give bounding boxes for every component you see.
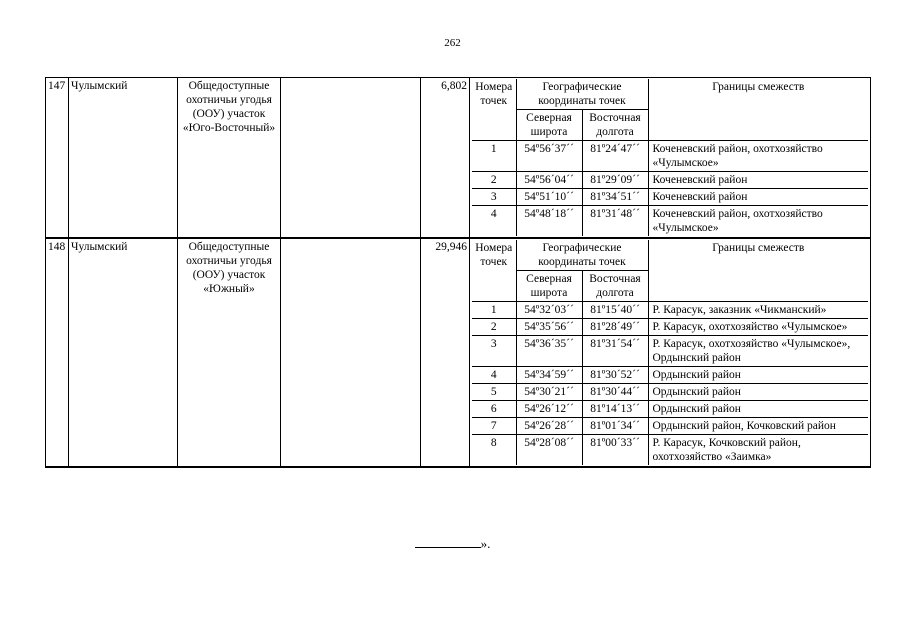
- longitude-value: 81º30´52´´: [582, 367, 648, 384]
- row-number: 148: [46, 238, 69, 467]
- border-description: Коченевский район, охотхозяйство «Чулымское»: [648, 206, 868, 237]
- point-row: [472, 336, 868, 367]
- point-number: 3: [472, 336, 516, 367]
- latitude-header: Северная широта: [516, 271, 582, 302]
- point-number: 2: [472, 172, 516, 189]
- latitude-value: 54º30´21´´: [516, 384, 582, 401]
- coordinates-table: [472, 240, 868, 465]
- latitude-value: 54º34´59´´: [516, 367, 582, 384]
- longitude-value: 81º30´44´´: [582, 384, 648, 401]
- latitude-value: 54º26´12´´: [516, 401, 582, 418]
- empty-cell: [281, 78, 421, 239]
- longitude-value: 81º14´13´´: [582, 401, 648, 418]
- borders-header: Границы смежеств: [648, 79, 868, 141]
- longitude-value: 81º31´54´´: [582, 336, 648, 367]
- coords-header: Географические координаты точек: [516, 79, 648, 110]
- latitude-value: 54º32´03´´: [516, 302, 582, 319]
- point-row: [472, 401, 868, 418]
- border-description: Ордынский район, Кочковский район: [648, 418, 868, 435]
- longitude-value: 81º31´48´´: [582, 206, 648, 237]
- coordinates-cell: [470, 238, 871, 467]
- area-value: 29,946: [421, 238, 470, 467]
- empty-cell: [281, 238, 421, 467]
- longitude-header: Восточная долгота: [582, 110, 648, 141]
- point-number: 1: [472, 302, 516, 319]
- longitude-value: 81º01´34´´: [582, 418, 648, 435]
- point-row: [472, 319, 868, 336]
- border-description: Р. Карасук, охотхозяйство «Чулымское»: [648, 319, 868, 336]
- borders-header: Границы смежеств: [648, 240, 868, 302]
- point-row: [472, 141, 868, 172]
- longitude-value: 81º24´47´´: [582, 141, 648, 172]
- longitude-value: 81º28´49´´: [582, 319, 648, 336]
- point-row: [472, 189, 868, 206]
- point-number: 3: [472, 189, 516, 206]
- border-description: Коченевский район: [648, 189, 868, 206]
- point-row: [472, 206, 868, 237]
- latitude-value: 54º36´35´´: [516, 336, 582, 367]
- longitude-header: Восточная долгота: [582, 271, 648, 302]
- latitude-value: 54º35´56´´: [516, 319, 582, 336]
- coordinates-table: [472, 79, 868, 236]
- ground-name: Общедоступные охотничьи угодья (ООУ) участок «Юго-Восточный»: [178, 78, 281, 239]
- point-row: [472, 418, 868, 435]
- border-description: Р. Карасук, Кочковский район, охотхозяйство «Заимка»: [648, 435, 868, 466]
- point-number: 2: [472, 319, 516, 336]
- latitude-value: 54º26´28´´: [516, 418, 582, 435]
- longitude-value: 81º29´09´´: [582, 172, 648, 189]
- border-description: Ордынский район: [648, 401, 868, 418]
- coords-header: Географические координаты точек: [516, 240, 648, 271]
- footer-underline: [415, 535, 481, 548]
- point-row: [472, 367, 868, 384]
- area-value: 6,802: [421, 78, 470, 239]
- point-number: 6: [472, 401, 516, 418]
- table-row: [46, 78, 871, 239]
- border-description: Ордынский район: [648, 384, 868, 401]
- point-number: 7: [472, 418, 516, 435]
- points-header: Номера точек: [472, 79, 516, 141]
- border-description: Коченевский район: [648, 172, 868, 189]
- point-number: 5: [472, 384, 516, 401]
- point-row: [472, 384, 868, 401]
- footer-closing-quote: ».: [480, 536, 491, 551]
- table-row: [46, 238, 871, 467]
- point-number: 4: [472, 206, 516, 237]
- point-number: 4: [472, 367, 516, 384]
- document-footer: [0, 535, 905, 552]
- point-number: 1: [472, 141, 516, 172]
- longitude-value: 81º34´51´´: [582, 189, 648, 206]
- latitude-value: 54º51´10´´: [516, 189, 582, 206]
- border-description: Р. Карасук, заказник «Чикманский»: [648, 302, 868, 319]
- longitude-value: 81º15´40´´: [582, 302, 648, 319]
- point-row: [472, 172, 868, 189]
- border-description: Ордынский район: [648, 367, 868, 384]
- point-row: [472, 302, 868, 319]
- point-row: [472, 435, 868, 466]
- latitude-value: 54º28´08´´: [516, 435, 582, 466]
- points-header: Номера точек: [472, 240, 516, 302]
- hunting-grounds-table: [45, 77, 871, 468]
- latitude-header: Северная широта: [516, 110, 582, 141]
- latitude-value: 54º56´04´´: [516, 172, 582, 189]
- border-description: Коченевский район, охотхозяйство «Чулымское»: [648, 141, 868, 172]
- border-description: Р. Карасук, охотхозяйство «Чулымское», Ордынский район: [648, 336, 868, 367]
- ground-name: Общедоступные охотничьи угодья (ООУ) участок «Южный»: [178, 238, 281, 467]
- district-name: Чулымский: [69, 238, 178, 467]
- district-name: Чулымский: [69, 78, 178, 239]
- latitude-value: 54º48´18´´: [516, 206, 582, 237]
- row-number: 147: [46, 78, 69, 239]
- coordinates-cell: [470, 78, 871, 239]
- longitude-value: 81º00´33´´: [582, 435, 648, 466]
- latitude-value: 54º56´37´´: [516, 141, 582, 172]
- point-number: 8: [472, 435, 516, 466]
- page-number: 262: [444, 37, 461, 49]
